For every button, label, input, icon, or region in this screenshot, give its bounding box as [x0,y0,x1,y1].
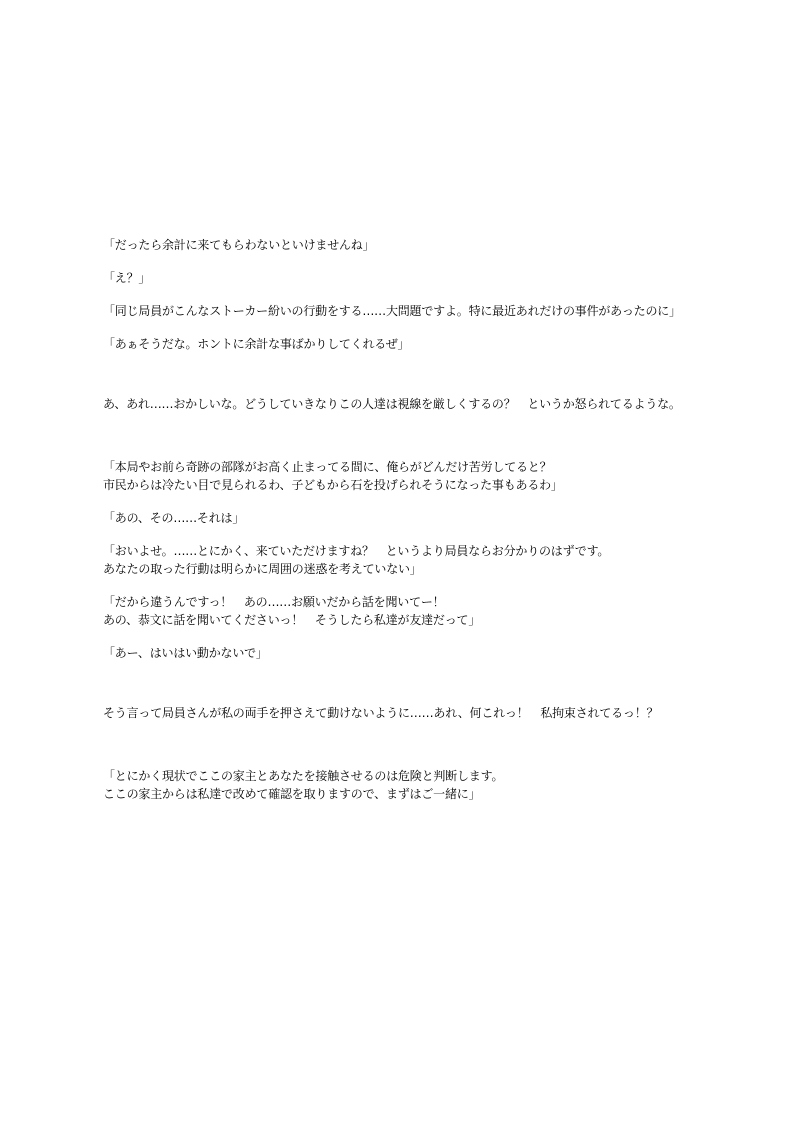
dialogue-paragraph: 「あぁそうだな。ホントに余計な事ばかりしてくれるぜ」 [103,337,410,351]
dialogue-paragraph: 「おいよせ。……とにかく、来ていただけますね？ というより局員ならお分かりのはずです。 あなたの取った行動は明らかに周囲の迷惑を考えていない」 [103,544,610,576]
dialogue-paragraph: 「え？」 [103,271,151,285]
dialogue-paragraph: 「だったら余計に来てもらわないといけませんね」 [103,238,375,252]
dialogue-paragraph: 「とにかく現状でここの家主とあなたを接触させるのは危険と判断します。 ここの家主からは私達で改めて確認を取りますので、まずはご一緒に」 [103,769,504,801]
narration-paragraph: そう言って局員さんが私の両手を押さえて動けないように……あれ、何これっ！ 私拘束されてるっ！？ [103,706,659,720]
dialogue-paragraph: 「あの、その……それは」 [103,511,245,525]
dialogue-paragraph: 「あー、はいはい動かないで」 [103,646,268,660]
dialogue-paragraph: 「同じ局員がこんなストーカー紛いの行動をする……大問題ですよ。特に最近あれだけの事件があったのに」 [103,304,681,318]
document-body [103,236,693,818]
dialogue-paragraph: 「本局やお前ら奇跡の部隊がお高く止まってる間に、俺らがどんだけ苦労してると？ 市民からは冷たい目で見られるわ、子どもから石を投げられそうになった事もあるわ」 [103,460,563,492]
narration-paragraph: あ、あれ……おかしいな。どうしていきなりこの人達は視線を厳しくするの？ というか怒られてるような。 [103,397,681,411]
dialogue-paragraph: 「だから違うんですっ！ あの……お願いだから話を聞いてー！ あの、恭文に話を聞いてくださいっ！ そうしたら私達が友達だって」 [103,595,481,627]
